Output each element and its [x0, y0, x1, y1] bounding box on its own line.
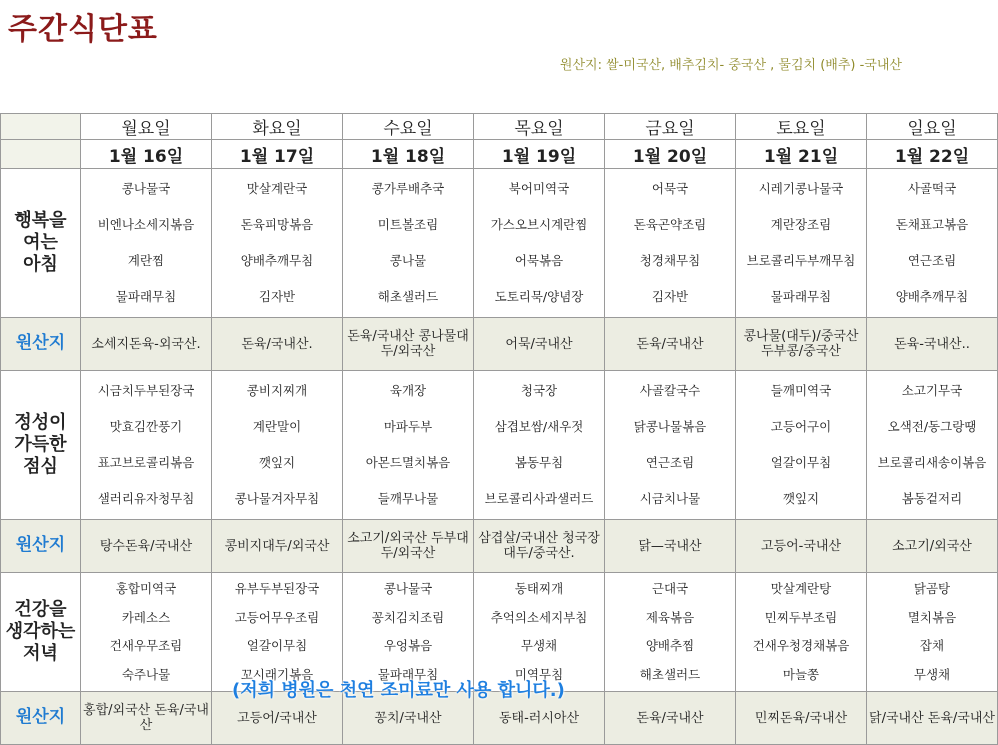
day-header: 월요일: [81, 114, 212, 140]
menu-item: 시레기콩나물국: [758, 181, 844, 196]
origin-note: 원산지: 쌀-미국산, 배추김치- 중국산 , 물김치 (배추) -국내산: [559, 58, 902, 73]
footer-note: (저희 병원은 천연 조미료만 사용 합니다.): [232, 680, 565, 701]
origin-cell: 돈육/국내산: [605, 692, 736, 745]
menu-item: 연근조림: [645, 455, 695, 470]
menu-item: 봄동무침: [514, 455, 564, 470]
menu-item: 얼갈이무침: [246, 638, 308, 654]
lunch-cell: [867, 371, 998, 520]
menu-item: 미역무침: [514, 666, 564, 682]
date-header: 1월 21일: [736, 140, 867, 169]
origin-label-text: 원산지: [15, 535, 66, 555]
menu-item: 잡채: [919, 638, 945, 654]
menu-item: 청국장: [520, 383, 558, 398]
menu-item: 콩나물국: [383, 581, 433, 597]
menu-item: 사골칼국수: [639, 383, 701, 398]
lunch-cell: [81, 371, 212, 520]
origin-cell: 소고기/외국산: [867, 520, 998, 573]
menu-item: 김자반: [258, 289, 296, 304]
origin-cell: 고등어-국내산: [736, 520, 867, 573]
origin-cell: 돈육-국내산..: [867, 318, 998, 371]
origin-cell: 어묵/국내산: [474, 318, 605, 371]
breakfast-row: [1, 169, 998, 318]
origin-cell: 닭/국내산 돈육/국내산: [867, 692, 998, 745]
menu-item: 무생채: [913, 666, 951, 682]
day-header: 토요일: [736, 114, 867, 140]
origin-cell: 탕수돈육/국내산: [81, 520, 212, 573]
day-header: 일요일: [867, 114, 998, 140]
origin-cell: 홍합/외국산 돈육/국내산: [81, 692, 212, 745]
menu-item: 꽁치김치조림: [371, 609, 445, 625]
dinner-cell: [605, 573, 736, 692]
weekly-menu-table: [0, 113, 998, 745]
dinner_origin-label: [1, 692, 81, 745]
corner-cell: [1, 140, 81, 169]
menu-item: 맛효김깐풍기: [109, 419, 183, 434]
menu-item: 콩가루배추국: [371, 181, 445, 196]
menu-item: 근대국: [651, 581, 689, 597]
menu-item: 맛살계란국: [246, 181, 308, 196]
menu-item: 콩나물국: [121, 181, 171, 196]
menu-item: 시금치나물: [639, 491, 701, 506]
dinner-cell: [867, 573, 998, 692]
origin-cell: 돈육/국내산.: [212, 318, 343, 371]
menu-item: 샐러리유자청무침: [97, 491, 195, 506]
menu-item: 콩나물겨자무침: [234, 491, 320, 506]
menu-item: 깻잎지: [782, 491, 820, 506]
dinner-cell: [212, 573, 343, 692]
menu-item: 물파래무침: [377, 666, 439, 682]
menu-item: 해초샐러드: [639, 666, 701, 682]
menu-item: 물파래무침: [770, 289, 832, 304]
breakfast-cell: [605, 169, 736, 318]
menu-item: 꼬시래기볶음: [240, 666, 314, 682]
menu-item: 계란찜: [127, 253, 165, 268]
day-header: 화요일: [212, 114, 343, 140]
day-header: 수요일: [343, 114, 474, 140]
menu-item: 얼갈이무침: [770, 455, 832, 470]
breakfast-origin-row: [1, 318, 998, 371]
menu-item: 계란말이: [252, 419, 302, 434]
menu-item: 돈육곤약조림: [633, 217, 707, 232]
menu-item: 물파래무침: [115, 289, 177, 304]
lunch-cell: [343, 371, 474, 520]
lunch-cell: [605, 371, 736, 520]
menu-item: 계란장조림: [770, 217, 832, 232]
origin-cell: 돈육/국내산: [605, 318, 736, 371]
lunch_origin-label: [1, 520, 81, 573]
breakfast-cell: [867, 169, 998, 318]
menu-item: 건새우청경채볶음: [752, 638, 850, 654]
menu-item: 들깨무나물: [377, 491, 439, 506]
menu-item: 양배추찜: [645, 638, 695, 654]
origin-cell: 돈육/국내산 콩나물대두/외국산: [343, 318, 474, 371]
menu-item: 동태찌개: [514, 581, 564, 597]
menu-item: 마파두부: [383, 419, 433, 434]
lunch-label: [1, 371, 81, 520]
origin-cell: 소세지돈육-외국산.: [81, 318, 212, 371]
lunch-origin-row: [1, 520, 998, 573]
date-header-row: [1, 140, 998, 169]
lunch-row: [1, 371, 998, 520]
menu-item: 콩나물: [389, 253, 427, 268]
menu-item: 고등어무우조림: [234, 609, 320, 625]
day-header-row: [1, 114, 998, 140]
meal-label-text: 행복을 여는 아침: [14, 210, 67, 275]
date-header: 1월 17일: [212, 140, 343, 169]
day-header: 목요일: [474, 114, 605, 140]
menu-item: 어묵볶음: [514, 253, 564, 268]
menu-item: 육개장: [389, 383, 427, 398]
menu-item: 연근조림: [907, 253, 957, 268]
dinner-cell: [474, 573, 605, 692]
menu-item: 유부두부된장국: [234, 581, 320, 597]
menu-item: 소고기무국: [901, 383, 963, 398]
origin-label-text: 원산지: [15, 707, 66, 727]
dinner-cell: [81, 573, 212, 692]
menu-item: 맛살계란탕: [770, 581, 832, 597]
menu-item: 숙주나물: [121, 666, 171, 682]
menu-item: 어묵국: [651, 181, 689, 196]
date-header: 1월 22일: [867, 140, 998, 169]
menu-item: 미트볼조림: [377, 217, 439, 232]
menu-item: 우엉볶음: [383, 638, 433, 654]
origin-cell: 콩비지대두/외국산: [212, 520, 343, 573]
date-header: 1월 20일: [605, 140, 736, 169]
menu-item: 브로콜리새송이볶음: [877, 455, 987, 470]
breakfast-cell: [736, 169, 867, 318]
menu-item: 멸치볶음: [907, 609, 957, 625]
origin-cell: 민찌돈육/국내산: [736, 692, 867, 745]
menu-item: 카레소스: [121, 609, 171, 625]
meal-label-text: 건강을 생각하는 저녁: [5, 599, 76, 664]
dinner-cell: [343, 573, 474, 692]
menu-item: 해초샐러드: [377, 289, 439, 304]
date-header: 1월 18일: [343, 140, 474, 169]
menu-item: 브로콜리사과샐러드: [484, 491, 594, 506]
menu-item: 들깨미역국: [770, 383, 832, 398]
page-title: 주간식단표: [8, 12, 158, 47]
lunch-cell: [474, 371, 605, 520]
menu-item: 돈채표고볶음: [895, 217, 969, 232]
menu-item: 추억의소세지부침: [490, 609, 588, 625]
menu-item: 돈육피망볶음: [240, 217, 314, 232]
menu-item: 깻잎지: [258, 455, 296, 470]
menu-item: 봄동겉저리: [901, 491, 963, 506]
menu-item: 닭곰탕: [913, 581, 951, 597]
menu-item: 마늘쫑: [782, 666, 820, 682]
breakfast-cell: [474, 169, 605, 318]
menu-item: 닭콩나물볶음: [633, 419, 707, 434]
dinner-row: [1, 573, 998, 692]
origin-cell: 고등어/국내산: [212, 692, 343, 745]
menu-item: 오색전/동그랑땡: [887, 419, 977, 434]
menu-item: 청경채무침: [639, 253, 701, 268]
lunch-cell: [736, 371, 867, 520]
origin-cell: 콩나물(대두)/중국산 두부콩/중국산: [736, 318, 867, 371]
dinner-label: [1, 573, 81, 692]
date-header: 1월 19일: [474, 140, 605, 169]
origin-cell: 닭—국내산: [605, 520, 736, 573]
origin-cell: 삼겹살/국내산 청국장대두/중국산.: [474, 520, 605, 573]
lunch-cell: [212, 371, 343, 520]
date-header: 1월 16일: [81, 140, 212, 169]
menu-item: 양배추깨무침: [240, 253, 314, 268]
day-header: 금요일: [605, 114, 736, 140]
menu-item: 홍합미역국: [115, 581, 177, 597]
menu-item: 가스오브시계란찜: [490, 217, 588, 232]
menu-item: 고등어구이: [770, 419, 832, 434]
menu-item: 도토리묵/양념장: [494, 289, 584, 304]
menu-item: 건새우무조림: [109, 638, 183, 654]
menu-item: 시금치두부된장국: [97, 383, 195, 398]
origin-label-text: 원산지: [15, 333, 66, 353]
origin-cell: 동태-러시아산: [474, 692, 605, 745]
menu-item: 삼겹보쌈/새우젓: [494, 419, 584, 434]
breakfast-cell: [81, 169, 212, 318]
menu-item: 민찌두부조림: [764, 609, 838, 625]
breakfast_origin-label: [1, 318, 81, 371]
menu-item: 브로콜리두부깨무침: [746, 253, 856, 268]
menu-item: 표고브로콜리볶음: [97, 455, 195, 470]
meal-label-text: 정성이 가득한 점심: [14, 412, 67, 477]
corner-cell: [1, 114, 81, 140]
menu-item: 아몬드멸치볶음: [365, 455, 451, 470]
menu-item: 제육볶음: [645, 609, 695, 625]
breakfast-label: [1, 169, 81, 318]
dinner-cell: [736, 573, 867, 692]
menu-item: 사골떡국: [907, 181, 957, 196]
origin-cell: 소고기/외국산 두부대두/외국산: [343, 520, 474, 573]
breakfast-cell: [212, 169, 343, 318]
menu-item: 비엔나소세지볶음: [97, 217, 195, 232]
menu-item: 콩비지찌개: [246, 383, 308, 398]
breakfast-cell: [343, 169, 474, 318]
menu-item: 북어미역국: [508, 181, 570, 196]
menu-item: 양배추깨무침: [895, 289, 969, 304]
menu-item: 무생채: [520, 638, 558, 654]
menu-item: 김자반: [651, 289, 689, 304]
origin-cell: 꽁치/국내산: [343, 692, 474, 745]
